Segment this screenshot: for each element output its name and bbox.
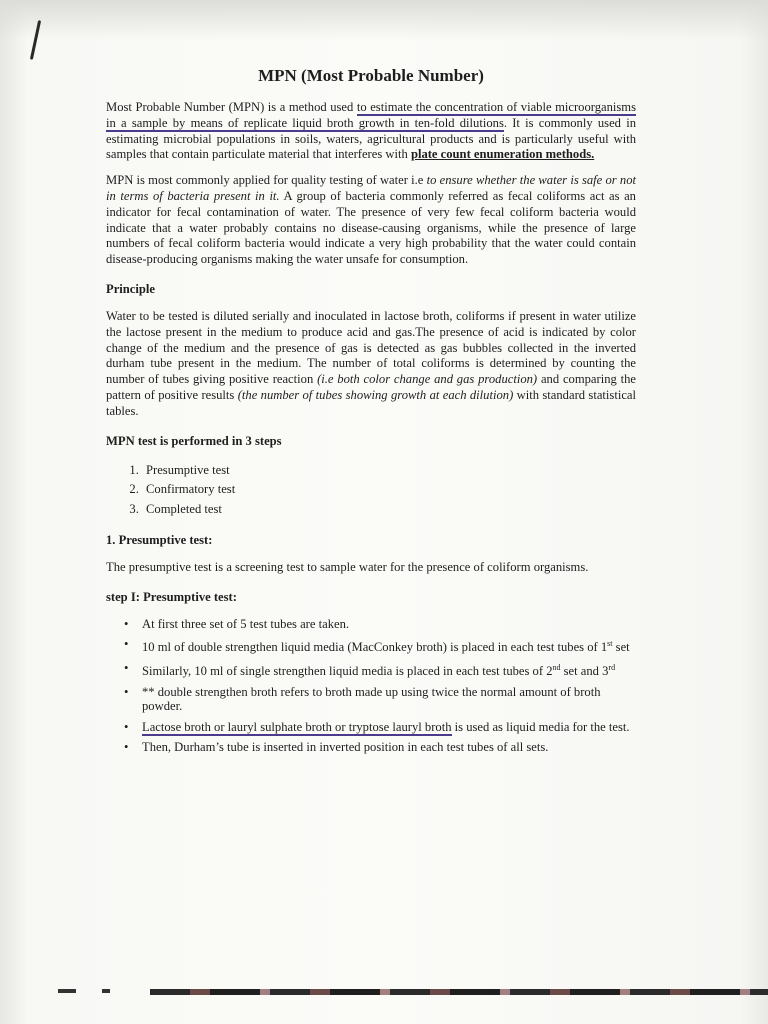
bullet-text: Similarly, 10 ml of single strengthen liquid media is placed in each test tubes of 2 xyxy=(142,664,553,679)
bullet-text: At first three set of 5 test tubes are taken. xyxy=(142,616,350,631)
underlined-media: Lactose broth or lauryl sulphate broth or tryptose lauryl broth xyxy=(142,719,452,734)
bullet-text-cont: set and 3 xyxy=(560,664,609,679)
list-item: 2. Confirmatory test xyxy=(142,480,636,500)
principle-text-a: Water to be tested is diluted serially and inoculated in lactose broth, coliforms if present in water utilize the lactose present in the medium to produce acid and gas.The presence of acid is indicated by color change of the medium and the presence of gas is detected as gas bubbles collected in the inverted durham tube present in the medium. The number of total coliforms is determined by counting the number of tubes giving positive reaction xyxy=(106,308,636,387)
bullet-icon: • xyxy=(124,719,129,734)
bullet-text: Then, Durham’s tube is inserted in inverted position in each test tubes of all sets. xyxy=(142,740,549,755)
principle-italic-2: (the number of tubes showing growth at each dilution) xyxy=(237,387,514,402)
bullet-icon: • xyxy=(124,637,129,652)
bullet-text: ** double strengthen broth refers to broth made up using twice the normal amount of broth powder. xyxy=(142,684,601,714)
bullet-icon: • xyxy=(124,661,129,676)
principle-italic-1: (i.e both color change and gas production) xyxy=(317,372,538,387)
intro-text: Most Probable Number (MPN) is a method used xyxy=(106,100,357,114)
bullet-text: 10 ml of double strengthen liquid media (MacConkey broth) is placed in each test tubes of 1 xyxy=(142,640,608,655)
principle-paragraph xyxy=(106,309,636,420)
underlined-methods: plate count enumeration methods. xyxy=(410,147,595,162)
list-item xyxy=(124,685,636,714)
intro-text-cont: . It is commonly used in estimating microbial populations in soils, waters, agricultural products and is particularly useful with samples that contain particulate material that interferes with xyxy=(106,115,636,162)
speck xyxy=(102,989,110,993)
presumptive-bullets xyxy=(106,617,636,755)
list-item xyxy=(124,637,636,655)
bullet-icon: • xyxy=(124,616,129,631)
step-one-heading: step I: Presumptive test: xyxy=(106,589,237,604)
intro-paragraph-1 xyxy=(106,100,636,163)
intro-paragraph-2 xyxy=(106,173,636,268)
superscript: nd xyxy=(552,663,561,673)
list-item xyxy=(124,740,636,755)
principle-heading: Principle xyxy=(106,281,155,296)
underlined-definition: to estimate the concentration of viable microorganisms in a sample by means of replicate liquid broth growth in ten-fold dilutions xyxy=(106,100,637,130)
list-item: 1. Presumptive test xyxy=(142,461,636,481)
presumptive-paragraph: The presumptive test is a screening test to sample water for the presence of coliform organisms. xyxy=(106,560,589,575)
list-item xyxy=(124,720,636,735)
bottom-edge-band xyxy=(150,989,768,995)
intro2-italic: to ensure whether the water is safe or not in terms of bacteria present in it. xyxy=(106,173,636,203)
bullet-text-cont: is used as liquid media for the test. xyxy=(451,719,630,734)
steps-heading: MPN test is performed in 3 steps xyxy=(106,433,282,448)
list-item xyxy=(124,661,636,679)
superscript: st xyxy=(607,639,613,649)
intro2-text: MPN is most commonly applied for quality testing of water i.e xyxy=(106,173,427,188)
steps-list xyxy=(106,461,636,520)
principle-text-b: and comparing the pattern of positive results xyxy=(106,372,636,402)
bullet-text-cont: set xyxy=(612,640,630,655)
intro2-text-cont: A group of bacteria commonly referred as fecal coliforms act as an indicator for fecal contamination of water. The presence of very few fecal coliform bacteria would indicate that a water probably contains no disease-causing organisms, while the presence of large numbers of fecal coliform bacteria would indicate a very high probability that the water could contain disease-producing organisms making the water unsafe for consumption. xyxy=(106,188,636,267)
presumptive-heading: 1. Presumptive test: xyxy=(106,533,213,548)
document-body xyxy=(106,60,636,761)
bullet-icon: • xyxy=(124,684,129,699)
document-title: MPN (Most Probable Number) xyxy=(258,66,484,85)
principle-text-c: with standard statistical tables. xyxy=(106,387,636,418)
page-edge-shadow xyxy=(0,0,768,40)
superscript: rd xyxy=(608,663,616,673)
speck xyxy=(58,989,76,993)
list-item xyxy=(124,617,636,632)
bottom-specks xyxy=(58,989,118,995)
list-item: 3. Completed test xyxy=(142,500,636,520)
bullet-icon: • xyxy=(124,740,129,755)
